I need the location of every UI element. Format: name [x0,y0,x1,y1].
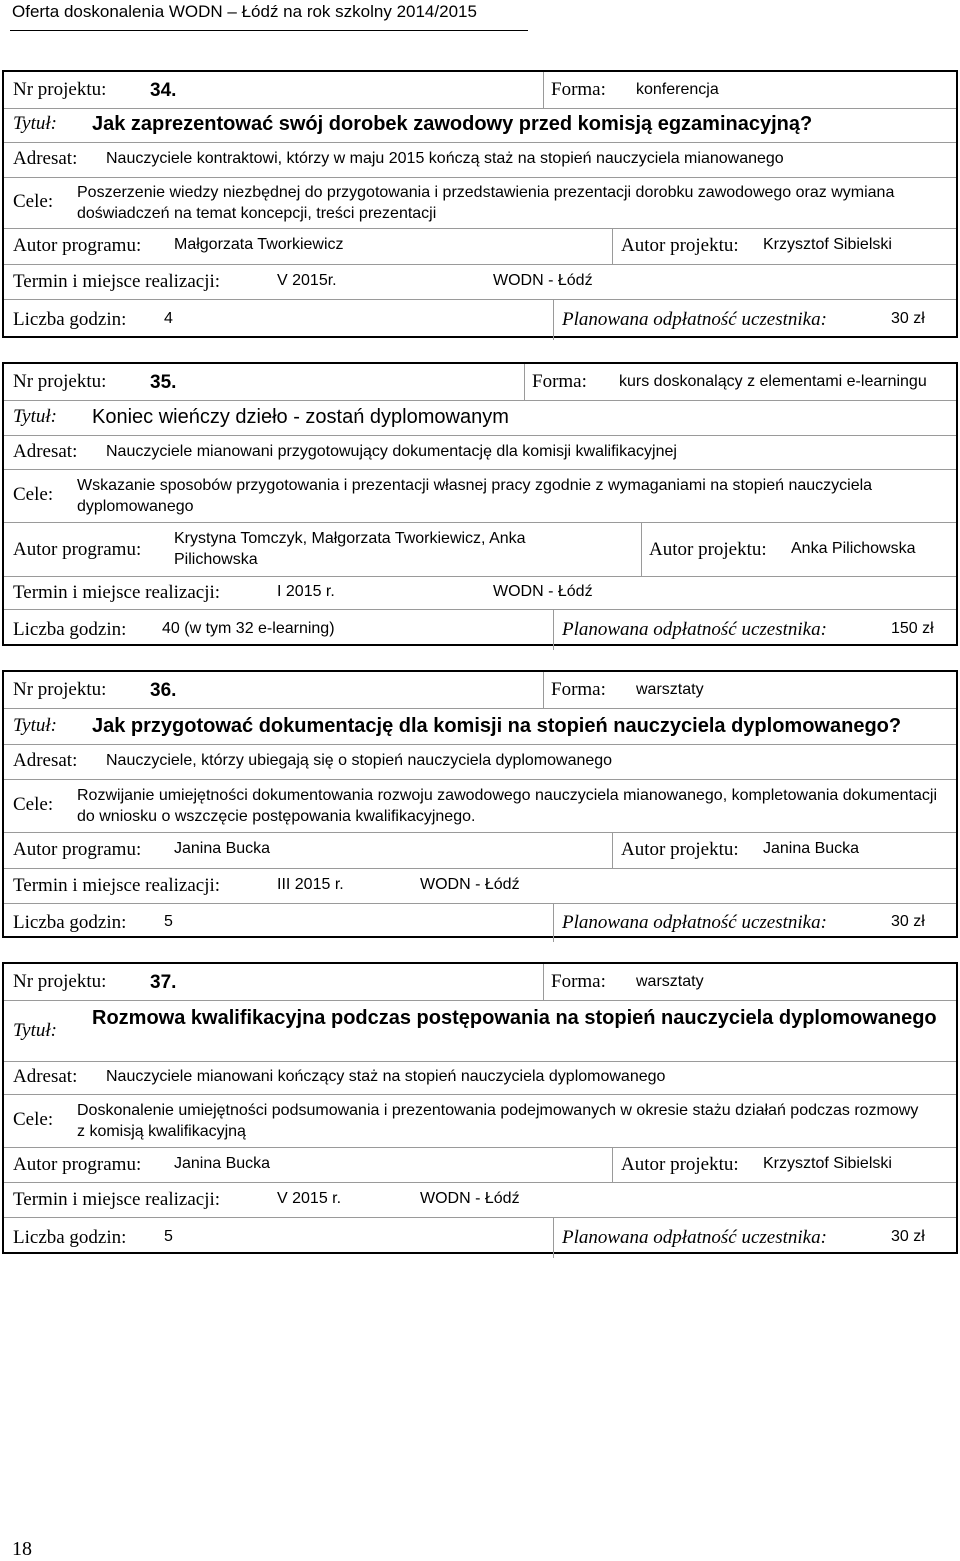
project-card-37 [2,962,958,1254]
nr-label: Nr projektu: [13,679,107,700]
divider [543,672,544,708]
divider [543,964,544,1000]
tytul-label: Tytuł: [13,1020,57,1041]
row-nr [4,72,956,108]
cele-label: Cele: [13,484,54,505]
termin-value: V 2015 r. [277,1190,342,1207]
autor-projektu-value: Janina Bucka [763,840,860,857]
row-autor [4,522,956,576]
oplata-value: 30 zł [891,1228,925,1245]
nr-label: Nr projektu: [13,79,107,100]
row-termin [4,576,956,609]
autor-programu-value: Janina Bucka [174,1155,271,1172]
cele-value: Wskazanie sposobów przygotowania i prezentacji własnej pracy zgodnie z wymaganiami na stopień nauczyciela dyplomowanego [77,477,873,515]
row-cele [4,779,956,832]
termin-label: Termin i miejsce realizacji: [13,271,221,292]
termin-label: Termin i miejsce realizacji: [13,1189,221,1210]
nr-label: Nr projektu: [13,371,107,392]
oplata-value: 30 zł [891,310,925,327]
row-adresat [4,142,956,177]
termin-label: Termin i miejsce realizacji: [13,582,221,603]
forma-value: warsztaty [636,681,704,698]
liczba-value: 40 (w tym 32 e-learning) [162,620,335,637]
autor-projektu-label: Autor projektu: [621,1154,739,1175]
row-termin [4,868,956,903]
forma-value: kurs doskonalący z elementami e-learningu [619,373,927,390]
termin-value: V 2015r. [277,272,337,289]
page-number: 18 [12,1538,32,1560]
forma-label: Forma: [551,679,606,700]
row-tytul [4,400,956,435]
divider [524,364,525,400]
project-card-34 [2,70,958,338]
liczba-value: 4 [164,310,173,327]
autor-projektu-label: Autor projektu: [649,539,767,560]
forma-label: Forma: [532,371,587,392]
project-title: Jak zaprezentować swój dorobek zawodowy przed komisją egzaminacyjną? [92,113,813,135]
cele-value: Poszerzenie wiedzy niezbędnej do przygotowania i przedstawienia prezentacji dorobku zawodowego oraz wymiana doświadczeń na temat koncepcji, treści prezentacji [77,184,895,222]
adresat-label: Adresat: [13,441,78,462]
miejsce-value: WODN - Łódź [493,583,593,600]
forma-label: Forma: [551,79,606,100]
row-cele [4,1094,956,1147]
tytul-label: Tytuł: [13,406,57,427]
cele-label: Cele: [13,1109,54,1130]
row-termin [4,1182,956,1217]
cele-label: Cele: [13,191,54,212]
row-tytul [4,1000,956,1061]
autor-programu-label: Autor programu: [13,235,142,256]
project-title: Rozmowa kwalifikacyjna podczas postępowania na stopień nauczyciela dyplomowanego [92,1007,937,1029]
liczba-label: Liczba godzin: [13,912,127,933]
divider [612,1148,613,1182]
cele-value: Rozwijanie umiejętności dokumentowania rozwoju zawodowego nauczyciela mianowanego, kompletowania dokumentacji do wniosku o wszczęcie postępowania kwalifikacyjnego. [77,787,938,825]
row-autor [4,1147,956,1182]
liczba-label: Liczba godzin: [13,1227,127,1248]
miejsce-value: WODN - Łódź [493,272,593,289]
oplata-label: Planowana odpłatność uczestnika: [562,309,827,330]
adresat-value: Nauczyciele kontraktowi, którzy w maju 2015 kończą staż na stopień nauczyciela mianowanego [106,150,784,167]
row-liczba [4,299,956,340]
row-cele [4,469,956,522]
termin-label: Termin i miejsce realizacji: [13,875,221,896]
project-card-35 [2,362,958,646]
autor-programu-label: Autor programu: [13,839,142,860]
project-card-36 [2,670,958,938]
adresat-value: Nauczyciele mianowani przygotowujący dokumentację dla komisji kwalifikacyjnej [106,443,677,460]
row-nr [4,672,956,708]
forma-value: konferencja [636,81,719,98]
autor-projektu-value: Krzysztof Sibielski [763,1155,892,1172]
page-header-title: Oferta doskonalenia WODN – Łódź na rok szkolny 2014/2015 [12,2,477,21]
row-autor [4,228,956,264]
row-autor [4,832,956,868]
project-title: Koniec wieńczy dzieło - zostań dyplomowanym [92,406,509,428]
tytul-label: Tytuł: [13,113,57,134]
divider [553,610,554,650]
row-nr [4,364,956,400]
tytul-label: Tytuł: [13,715,57,736]
oplata-label: Planowana odpłatność uczestnika: [562,619,827,640]
termin-value: III 2015 r. [277,876,344,893]
row-termin [4,264,956,299]
liczba-label: Liczba godzin: [13,619,127,640]
project-number: 37. [150,972,177,993]
row-cele [4,177,956,228]
project-title: Jak przygotować dokumentację dla komisji na stopień nauczyciela dyplomowanego? [92,715,902,737]
oplata-label: Planowana odpłatność uczestnika: [562,1227,827,1248]
oplata-value: 30 zł [891,913,925,930]
liczba-value: 5 [164,1228,173,1245]
autor-programu-value: Małgorzata Tworkiewicz [174,236,344,253]
row-adresat [4,435,956,469]
autor-programu-value: Janina Bucka [174,840,271,857]
autor-programu-value: Krystyna Tomczyk, Małgorzata Tworkiewicz, Anka Pilichowska [174,530,526,568]
cele-label: Cele: [13,794,54,815]
liczba-value: 5 [164,913,173,930]
forma-label: Forma: [551,971,606,992]
autor-projektu-value: Krzysztof Sibielski [763,236,892,253]
divider [612,833,613,868]
oplata-value: 150 zł [891,620,934,637]
autor-projektu-label: Autor projektu: [621,235,739,256]
project-number: 34. [150,80,177,101]
autor-programu-label: Autor programu: [13,539,142,560]
divider [612,229,613,264]
row-liczba [4,609,956,650]
adresat-label: Adresat: [13,750,78,771]
liczba-label: Liczba godzin: [13,309,127,330]
divider [543,72,544,108]
divider [553,904,554,942]
adresat-label: Adresat: [13,148,78,169]
row-adresat [4,744,956,779]
row-tytul [4,108,956,142]
project-number: 36. [150,680,177,701]
divider [553,300,554,340]
miejsce-value: WODN - Łódź [420,1190,520,1207]
cele-value: Doskonalenie umiejętności podsumowania i prezentowania podejmowanych w okresie stażu działań podczas rozmowy z komisją kwalifikacyjną [77,1102,919,1140]
nr-label: Nr projektu: [13,971,107,992]
row-liczba [4,1217,956,1258]
autor-projektu-value: Anka Pilichowska [791,540,916,557]
row-liczba [4,903,956,942]
project-number: 35. [150,372,177,393]
autor-projektu-label: Autor projektu: [621,839,739,860]
adresat-value: Nauczyciele, którzy ubiegają się o stopień nauczyciela dyplomowanego [106,752,613,769]
header-divider [10,30,528,31]
miejsce-value: WODN - Łódź [420,876,520,893]
row-adresat [4,1061,956,1094]
row-nr [4,964,956,1000]
forma-value: warsztaty [636,973,704,990]
autor-programu-label: Autor programu: [13,1154,142,1175]
adresat-label: Adresat: [13,1066,78,1087]
termin-value: I 2015 r. [277,583,335,600]
row-tytul [4,708,956,744]
divider [553,1218,554,1258]
divider [641,523,642,576]
oplata-label: Planowana odpłatność uczestnika: [562,912,827,933]
adresat-value: Nauczyciele mianowani kończący staż na stopień nauczyciela dyplomowanego [106,1068,666,1085]
